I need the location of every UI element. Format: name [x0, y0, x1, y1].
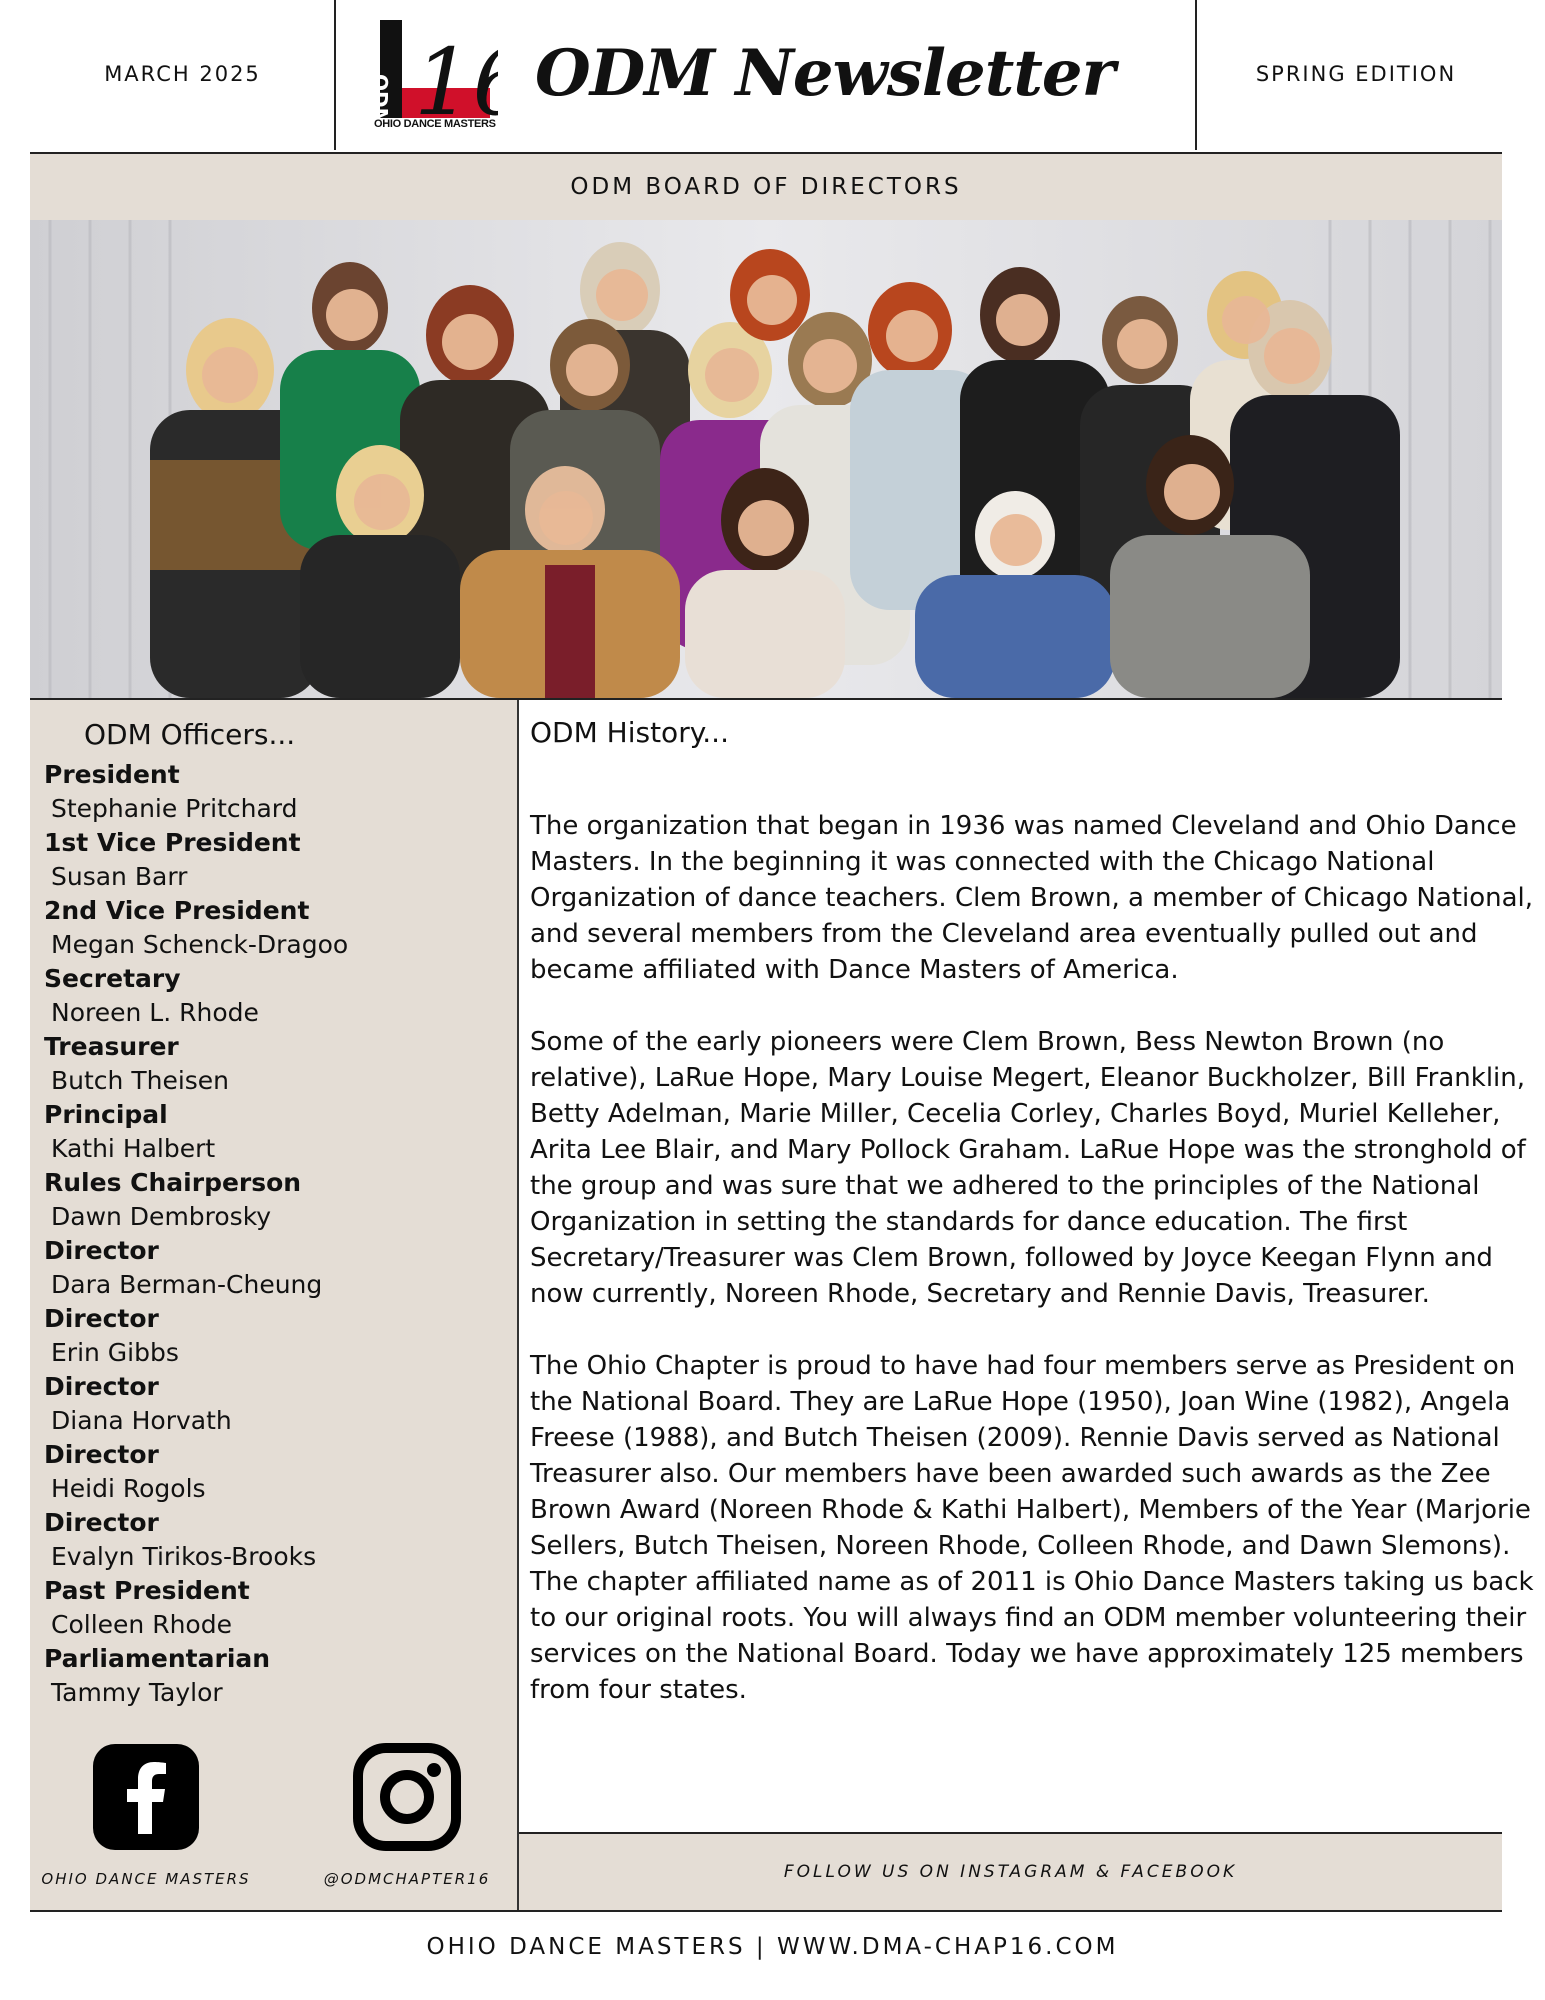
board-group-photo [30, 220, 1502, 698]
facebook-icon[interactable] [91, 1742, 201, 1852]
logo-caption: OHIO DANCE MASTERS [374, 118, 496, 130]
officer-name: Dara Berman-Cheung [51, 1270, 323, 1299]
edition-label: SPRING EDITION [1255, 62, 1457, 86]
officer-title: Rules Chairperson [44, 1168, 302, 1197]
officer-title: Director [44, 1440, 159, 1469]
instagram-label[interactable]: @ODMCHAPTER16 [323, 1870, 491, 1888]
officer-title: Principal [44, 1100, 168, 1129]
officer-name: Susan Barr [51, 862, 188, 891]
history-paragraph: Some of the early pioneers were Clem Brown, Bess Newton Brown (no relative), LaRue Hope, Mary Louise Megert, Eleanor Buckholzer, Bill Franklin, Betty Adelman, Marie Miller, Cecelia Corley, Charles Boyd, Muriel Kelleher, Arita Lee Blair, and Mary Pollock Graham. LaRue Hope was the stronghold of the group and was sure that we adhered to the principles of the National Organization in setting the standards for dance education. The first Secretary/Treasurer was Clem Brown, followed by Joyce Keegan Flynn and now currently, Noreen Rhode, Secretary and Rennie Davis, Treasurer. [530, 1027, 1526, 1309]
officer-name: Tammy Taylor [51, 1678, 223, 1707]
officer-name: Colleen Rhode [51, 1610, 232, 1639]
officer-name: Stephanie Pritchard [51, 794, 298, 823]
officer-name: Butch Theisen [51, 1066, 230, 1095]
officer-title: Past President [44, 1576, 250, 1605]
officer-title: Director [44, 1508, 159, 1537]
logo-number: 1 [414, 29, 473, 136]
officer-name: Evalyn Tirikos-Brooks [51, 1542, 317, 1571]
officer-title: Parliamentarian [44, 1644, 271, 1673]
history-body [530, 808, 1540, 1744]
instagram-icon[interactable] [352, 1742, 462, 1852]
column-divider [517, 700, 519, 1912]
follow-us-banner: FOLLOW US ON INSTAGRAM & FACEBOOK [519, 1834, 1502, 1910]
board-heading: ODM BOARD OF DIRECTORS [30, 154, 1502, 220]
officer-name: Erin Gibbs [51, 1338, 179, 1367]
logo-mark: ODM [376, 74, 392, 128]
officer-title: 2nd Vice President [44, 896, 310, 925]
history-heading: ODM History... [530, 716, 729, 749]
officers-heading: ODM Officers... [84, 718, 296, 751]
officer-name: Dawn Dembrosky [51, 1202, 272, 1231]
officer-name: Noreen L. Rhode [51, 998, 259, 1027]
officer-list [44, 758, 504, 1710]
officer-name: Megan Schenck-Dragoo [51, 930, 349, 959]
footer-text[interactable]: OHIO DANCE MASTERS | WWW.DMA-CHAP16.COM [426, 1934, 1119, 1960]
officer-title: Treasurer [44, 1032, 179, 1061]
officer-name: Kathi Halbert [51, 1134, 216, 1163]
officer-title: Director [44, 1236, 159, 1265]
header-divider [334, 0, 336, 150]
officer-title: Secretary [44, 964, 181, 993]
officer-title: Director [44, 1372, 159, 1401]
officer-name: Heidi Rogols [51, 1474, 206, 1503]
issue-date: MARCH 2025 [104, 62, 261, 86]
officer-title: 1st Vice President [44, 828, 301, 857]
officer-title: Director [44, 1304, 159, 1333]
facebook-label[interactable]: OHIO DANCE MASTERS [41, 1870, 251, 1888]
bottom-rule [30, 1910, 1502, 1912]
officer-title: President [44, 760, 180, 789]
history-paragraph: The Ohio Chapter is proud to have had four members serve as President on the National Board. They are LaRue Hope (1950), Joan Wine (1982), Angela Freese (1988), and Butch Theisen (2009). Rennie Davis served as National Treasurer also. Our members have been awarded such awards as the Zee Brown Award (Noreen Rhode & Kathi Halbert), Members of the Year (Marjorie Sellers, Butch Theisen, Noreen Rhode, Colleen Rhode, and Dawn Slemons). The chapter affiliated name as of 2011 is Ohio Dance Masters taking us back to our original roots. You will always find an ODM member volunteering their services on the National Board. Today we have approximately 125 members from four states. [530, 1351, 1534, 1705]
history-paragraph: The organization that began in 1936 was named Cleveland and Ohio Dance Masters. In the beginning it was connected with the Chicago National Organization of dance teachers. Clem Brown, a member of Chicago National, and several members from the Cleveland area eventually pulled out and became affiliated with Dance Masters of America. [530, 811, 1534, 985]
newsletter-title: ODM Newsletter [535, 36, 1115, 111]
officer-name: Diana Horvath [51, 1406, 232, 1435]
